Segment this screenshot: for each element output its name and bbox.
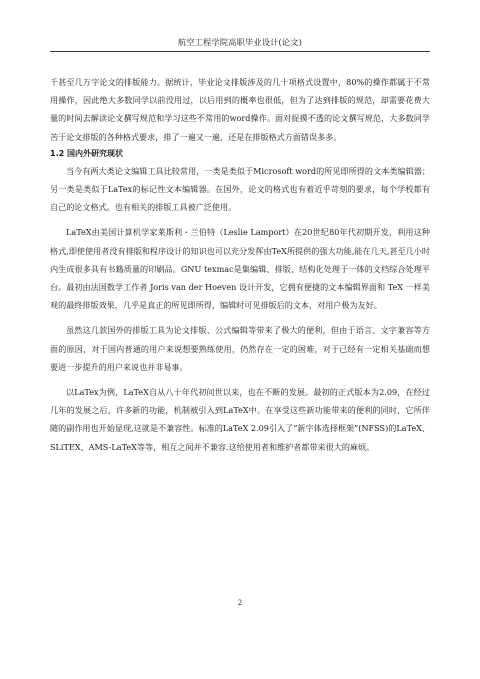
paragraph-latex-history: LaTeX由美国计算机学家莱斯利・兰伯特（Leslie Lamport）在20世纪80年代初期开发，利用这种格式,即使使用者没有排版和程序设计的知识也可以充分发挥由TeX所提供的强大功能,能在几天,甚至几小时内生成很多具有书籍质量的印刷品。GNU texmac是集编辑、排版、结构化处理于一体的文档综合处理平台。最初由法国数学工作者 Joris van der Hoeven 设计开发，它拥有便捷的文本编辑界面和 TeX 一样美观的最终排版效果，几乎是真正的所见即所得，编辑时可见排版后的文本，对用户极为友好。 (50, 227, 430, 311)
paragraph-editing-tools: 当今有两大类论文编辑工具比较常用，一类是类似于Microsoft word的所见即所得的文本类编辑器；另一类是类似于LaTex的标记性文本编辑器。在国外，论文的格式也有着近乎苛刻的要求，每个学校都有自己的论文格式。也有相关的排版工具被广泛使用。 (50, 165, 430, 213)
paragraph-foreign-tools: 虽然这几款国外的排版工具为论文排版、公式编辑等带来了极大的便利，但由于语言、文字兼容等方面的原因，对于国内普通的用户来说想要熟练使用，仍然存在一定的困难，对于已经有一定相关基础而想要进一步提升的用户来说也并非易事。 (50, 325, 430, 372)
body-text (50, 73, 430, 456)
paragraph-gap (50, 376, 430, 383)
paragraph-continued: 千甚至几万字论文的排版能力。据统计，毕业论文排版涉及的几十项格式设置中，80%的操作都属于不常用操作，因此绝大多数同学以前没用过，以后用到的概率也很低，但为了达到排版的规范，却需要花费大量的时间去解读论文撰写规范和学习这些不常用的word操作。面对捉摸不透的论文撰写规范，大多数同学苦于论文排版的各种格式要求，排了一遍又一遍，还是在排版格式方面错误多多。 (50, 77, 430, 142)
paragraph-gap (50, 314, 430, 321)
running-header-title: 航空工程学院高职毕业设计(论文) (177, 37, 303, 47)
paragraph-latex-compatibility: 以LaTex为例，LaTeX自从八十年代初问世以来，也在不断的发展。最初的正式版本为2.09，在经过几年的发展之后，许多新的功能，机制被引入到LaTeX中。在享受这些新功能带来的便利的同时，它所伴随的副作用也开始显现,这就是不兼容性。标准的LaTeX 2.09引入了“新字体选择框架”(NFSS)的LaTeX、SLiTEX、AMS-LaTeX等等，相互之间并不兼容.这给使用者和维护者都带来很大的麻烦。 (50, 387, 430, 452)
paragraph-gap (50, 216, 430, 223)
section-heading: 1.2 国内外研究现状 (50, 148, 123, 158)
page-number: 2 (237, 599, 243, 607)
header-rule (50, 51, 430, 52)
